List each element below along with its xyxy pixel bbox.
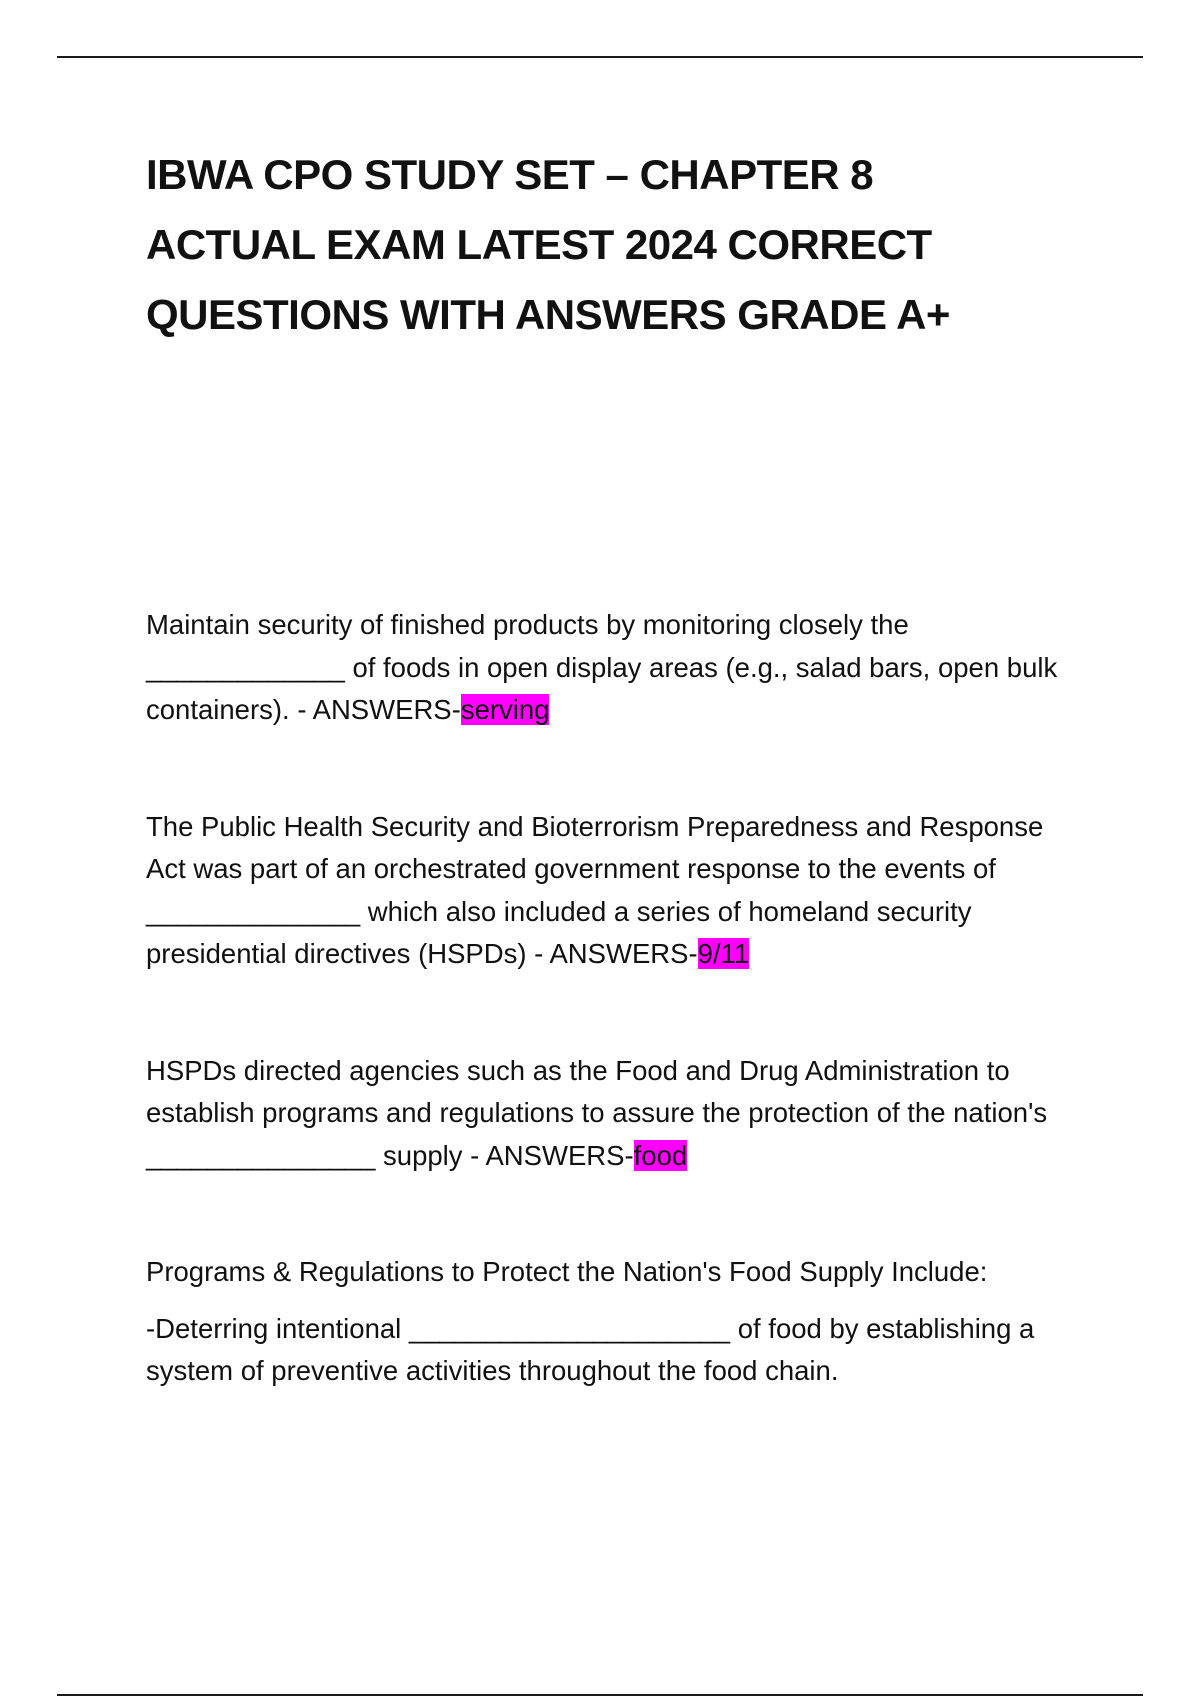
question-list	[146, 604, 1086, 1393]
bottom-rule	[57, 1694, 1143, 1696]
title-line: QUESTIONS WITH ANSWERS GRADE A+	[146, 291, 950, 338]
question-item	[146, 1050, 1086, 1178]
programs-heading: Programs & Regulations to Protect the Nation's Food Supply Include:	[146, 1256, 988, 1287]
answer-highlight: 9/11	[697, 938, 750, 969]
question-text: Maintain security of finished products by monitoring closely the _____________ of foods in open display areas (e.g., salad bars, open bulk containers). - ANSWERS-	[146, 609, 1058, 725]
document-title	[146, 140, 1086, 350]
answer-highlight: serving	[460, 694, 550, 725]
answer-highlight: food	[633, 1139, 688, 1171]
title-line: IBWA CPO STUDY SET – CHAPTER 8	[146, 151, 874, 198]
title-line: ACTUAL EXAM LATEST 2024 CORRECT	[146, 221, 932, 268]
question-item	[146, 604, 1086, 732]
question-item	[146, 806, 1086, 976]
question-text: HSPDs directed agencies such as the Food and Drug Administration to establish programs and regulations to assure the protection of the nation's _______________ supply - ANSWERS-	[146, 1054, 1048, 1171]
question-text: The Public Health Security and Bioterrorism Preparedness and Response Act was part of an orchestrated government response to the events of ______________ which also included a series of homeland security presidential directives (HSPDs) - ANSWERS-	[146, 810, 1044, 969]
title-block	[146, 140, 1086, 350]
top-rule	[57, 56, 1143, 58]
programs-item: -Deterring intentional _____________________ of food by establishing a system of preventive activities throughout the food chain.	[146, 1312, 1035, 1386]
